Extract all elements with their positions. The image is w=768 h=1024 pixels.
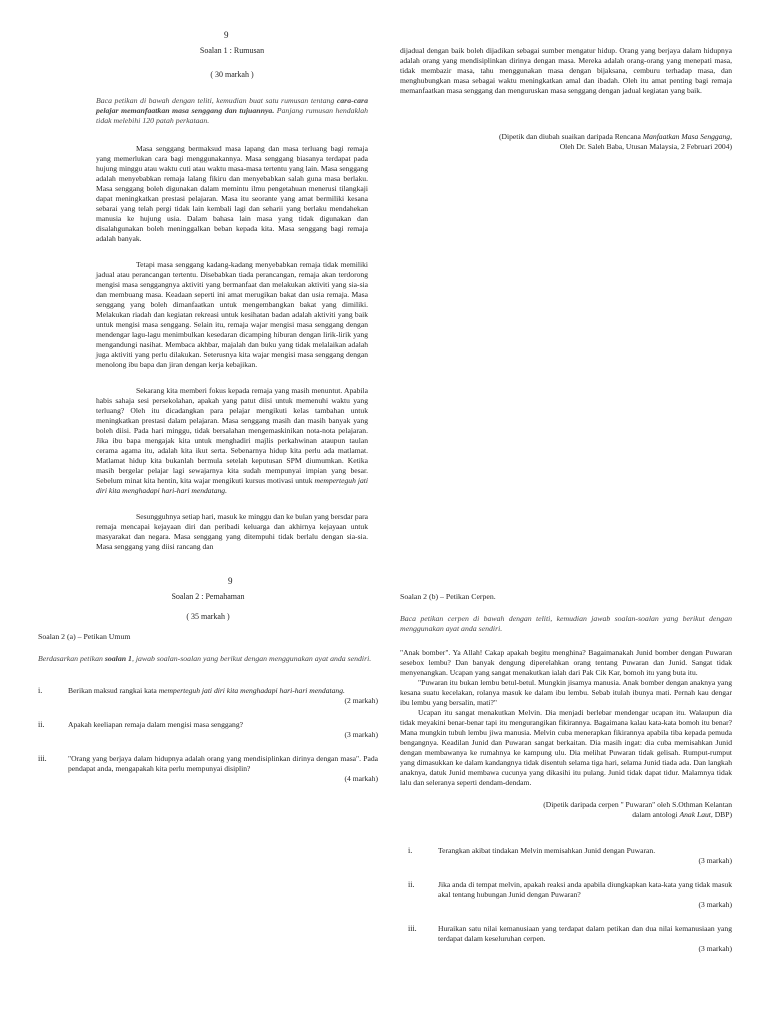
passage-source: (Dipetik dan diubah suaikan daripada Rencana Manfaatkan Masa Senggang, Oleh Dr. Saleh Baba, Utusan Malaysia, 2 Februari 2004) — [498, 132, 732, 151]
right-column — [400, 592, 732, 968]
bottom-page — [0, 540, 768, 1024]
marks-label: (4 markah) — [344, 774, 378, 783]
marks-label: (3 markah) — [344, 730, 378, 739]
question-item: iii. "Orang yang berjaya dalam hidupnya adalah orang yang mendisiplinkan dirinya dengan masa". Pada pendapat anda, mengapakah kita perlu mempunyai disiplin? (4 markah) — [38, 754, 378, 783]
passage-paragraph: Sesungguhnya setiap hari, masuk ke minggu dan ke bulan yang bersdar para remaja mencapai kejayaan diri dan peribadi keluarga dan akhirnya kejayaan untuk masyarakat dan negara. Masa senggang yang ditempuhi tidak berlalu dengan sia-sia. Masa senggang yang diisi rancang dan — [96, 512, 368, 551]
story-source: (Dipetik daripada cerpen " Puwaran" oleh S.Othman Kelantan dalam antologi Anak Laut, DBP) — [543, 800, 732, 819]
question-item: ii. Apakah keeliapan remaja dalam mengisi masa senggang? (3 markah) — [38, 720, 378, 739]
right-column — [400, 46, 732, 152]
passage-paragraph: Sekarang kita memberi fokus kepada remaja yang masih menuntut. Apabila habis sahaja sesi persekolahan, apakah yang patut diisi untuk memenuhi waktu yang terluang? Oleh itu dicadangkan para pelajar mengikuti kelas tambahan untuk meningkatkan prestasi dalam pelajaran. Masa senggang masih dan masih banyak yang boleh diisi. Pada hari minggu, tidak bersalahan mengemaskinikan nota-nota pelajaran. Jika ibu bapa mengajak kita untuk menghadiri majlis perkahwinan ataupun taulan cerama agama itu, adalah kita ikut serta. Sebenarnya hidup kita perlu ada matlamat. Matlamat hidup kita bukanlah bermula setelah keputusan SPM diumumkan. Ketika masih bergelar pelajar lagi sewajarnya kita sudah mempunyai impian yang besar. Sebelum minat kita hentin, kita wajar mengikuti kursus motivasi untuk memperteguh jati diri kita menghadapi hari-hari mendatang. — [96, 386, 369, 495]
question-item: iii. Huraikan satu nilai kemanusiaan yang terdapat dalam petikan dan dua nilai kemanusiaan yang terdapat dalam keseluruhan cerpen. (3 markah) — [408, 924, 732, 953]
left-column — [38, 592, 378, 798]
section-heading: Soalan 2 (a) – Petikan Umum — [38, 632, 131, 641]
story-paragraph: Ucapan itu sangat menakutkan Melvin. Dia menjadi berlebar mendengar ucapan itu. Walaupun dia tidak meyakini benar-benar tapi itu mengurangikan fikirannya. Bagaimana kalau kata-kata bomoh itu benar? Mana mungkin tubuh lembu jiwa manusia. Melvin cuba menerapkan fikirannya apabila tiba kepada pemuda bengangnya. Keadilan Junid dan Puwaran sangat berkaitan. Dia masih ingat: dia cuba memisahkan Junid dengan membawanya ke rumahnya ke kampung ulu. Dia melihat Puwaran tidak gelisah. Rumput-rumput yang dimasukkan ke dalam kandangnya tidak disentuh selama tiga hari, selama Junid tiada ada. Dan langkah anaknya, datuk Junid membawa cucunya yang dikasihi itu pulang. Junid tidak dapat tidur. Malamnya tidak lalu dan seleranya seperti dendam-dendam. — [400, 708, 732, 787]
left-column — [96, 46, 368, 568]
section-heading: Soalan 2 (b) – Petikan Cerpen. — [400, 592, 496, 601]
question-title: Soalan 1 : Rumusan — [199, 46, 265, 55]
passage-paragraph: Masa senggang bermaksud masa lapang dan masa terluang bagi remaja yang memerlukan cara bagi menggunakannya. Masa senggang biasanya terdapat pada hujung minggu atau waktu cuti atau waktu masa-masa tertentu yang lain. Masa senggang adalah menyebabkan remaja lalang fikiru dan menyebabkan salah guna masa berlaku. Masa senggang boleh digunakan dalam memintu ilmu pengetahuan menerusi tilangkaji dapat meningkatkan prestasi pelajaran. Masa itu seorante yang amat bermiliki kesana sebarai yang telah pergi tidak lain kembali lagi dan seharii yang berlaku mendahekan manusia ke hujung usia. Dalam bahasa lain masa yang tidak digunakan dan disalahgunakan boleh meninggalkan beban kepada kita. Masa senggang bagi remaja adalah banyak. — [96, 144, 368, 243]
question-marks: ( 30 markah ) — [210, 70, 254, 79]
passage-continuation: dijadual dengan baik boleh dijadikan sebagai sumber mengatur hidup. Orang yang berjaya dalam hidupnya adalah orang yang mendisiplinkan dirinya dengan masa. Mereka adalah orang-orang yang menepati masa, tidak membazir masa, tahu menggunakan masa dengan bijaksana, cemburu terhadap masa, dan menghubungkan masa sebagai waktu meningkatkan amal dan ibadah. Oleh itu amat penting bagi remaja memanfaatkan masa senggang dan menguruskan masa senggang dengan jadual kegiatan yang baik. — [400, 46, 732, 95]
marks-label: (3 markah) — [698, 900, 732, 909]
marks-label: (3 markah) — [698, 856, 732, 865]
question-item: i. Berikan maksud rangkai kata memperteguh jati diri kita menghadapi hari-hari mendatang. (2 markah) — [38, 686, 378, 705]
question-marks: ( 35 markah ) — [186, 612, 230, 621]
question-list — [38, 686, 378, 784]
story-paragraph: "Anak bomber". Ya Allah! Cakap apakah begitu menghina? Bagaimanakah Junid bomber dengan Puwaran sesebox lembu? Dan banyak dengung diperelahkan orang tentang Puwaran dan Junid. Sangat tidak menyenangkan. Ucapan yang sangat menakutkan ialah dari Pak Cik Kar, bomoh itu yang buta itu. — [400, 648, 732, 677]
page-number: 9 — [228, 576, 233, 586]
question-item: i. Terangkan akibat tindakan Melvin memisahkan Junid dengan Puwaran. (3 markah) — [408, 846, 732, 865]
marks-label: (2 markah) — [344, 696, 378, 705]
question-title: Soalan 2 : Pemahaman — [171, 592, 245, 601]
instruction: Baca petikan di bawah dengan teliti, kemudian buat satu rumusan tentang cara-cara pelajar memanfaatkan masa senggang dan tujuannya. Panjang rumusan hendaklah tidak melebihi 120 patah perkataan. — [96, 96, 368, 125]
instruction: Berdasarkan petikan soalan 1, jawab soalan-soalan yang berikut dengan menggunakan ayat anda sendiri. — [38, 654, 372, 663]
question-list — [400, 846, 732, 954]
page-number: 9 — [224, 30, 229, 40]
story-paragraph: "Puwaran itu bukan lembu betul-betul. Mungkin jisamya manusia. Anak bomber dengan anaknya yang kesana suatu kecelakan, rolanya masuk ke dalam ibu lembu. Sebab itulah ibunya mati. Pernah kau dengar ibu lembu yang bersalin, mati?" — [400, 678, 732, 707]
instruction: Baca petikan cerpen di bawah dengan teliti, kemudian jawab soalan-soalan yang berikut dengan menggunakan ayat anda sendiri. — [400, 614, 732, 633]
passage-paragraph: Tetapi masa senggang kadang-kadang menyebabkan remaja tidak memiliki jadual atau perancangan tertentu. Disebabkan tiada perancangan, remaja akan terdorong mengisi masa senggangnya aktiviti yang bermanfaat dan melakukan aktiviti yang sia-sia dan membuang masa. Keadaan seperti ini amat merugikan bakat dan usia remaja. Masa senggang yang boleh dimanfaatkan untuk mengembangkan bakat yang dimiliki. Melakukan riadah dan kegiatan rekreasi untuk kesihatan badan adalah aktiviti yang baik untuk mengisi masa senggang. Selain itu, remaja wajar mengisi masa senggang dengan mendengar lagu-lagu menimbulkan kesedaran dicamping hiburan dengan lirik-lirik yang mengandungi nasihat. Membaca akhbar, majalah dan buku yang tidak melalaikan adalah juga aktiviti yang perlu dilakukan. Seterusnya kita wajar mengisi masa senggang dengan menolong ibu bapa dan jiran dengan kerja kebajikan. — [96, 260, 368, 369]
question-item: ii. Jika anda di tempat melvin, apakah reaksi anda apabila diungkapkan kata-kata yang tidak masuk akal tentang hubungan Junid dengan Puwaran? (3 markah) — [408, 880, 732, 909]
marks-label: (3 markah) — [698, 944, 732, 953]
